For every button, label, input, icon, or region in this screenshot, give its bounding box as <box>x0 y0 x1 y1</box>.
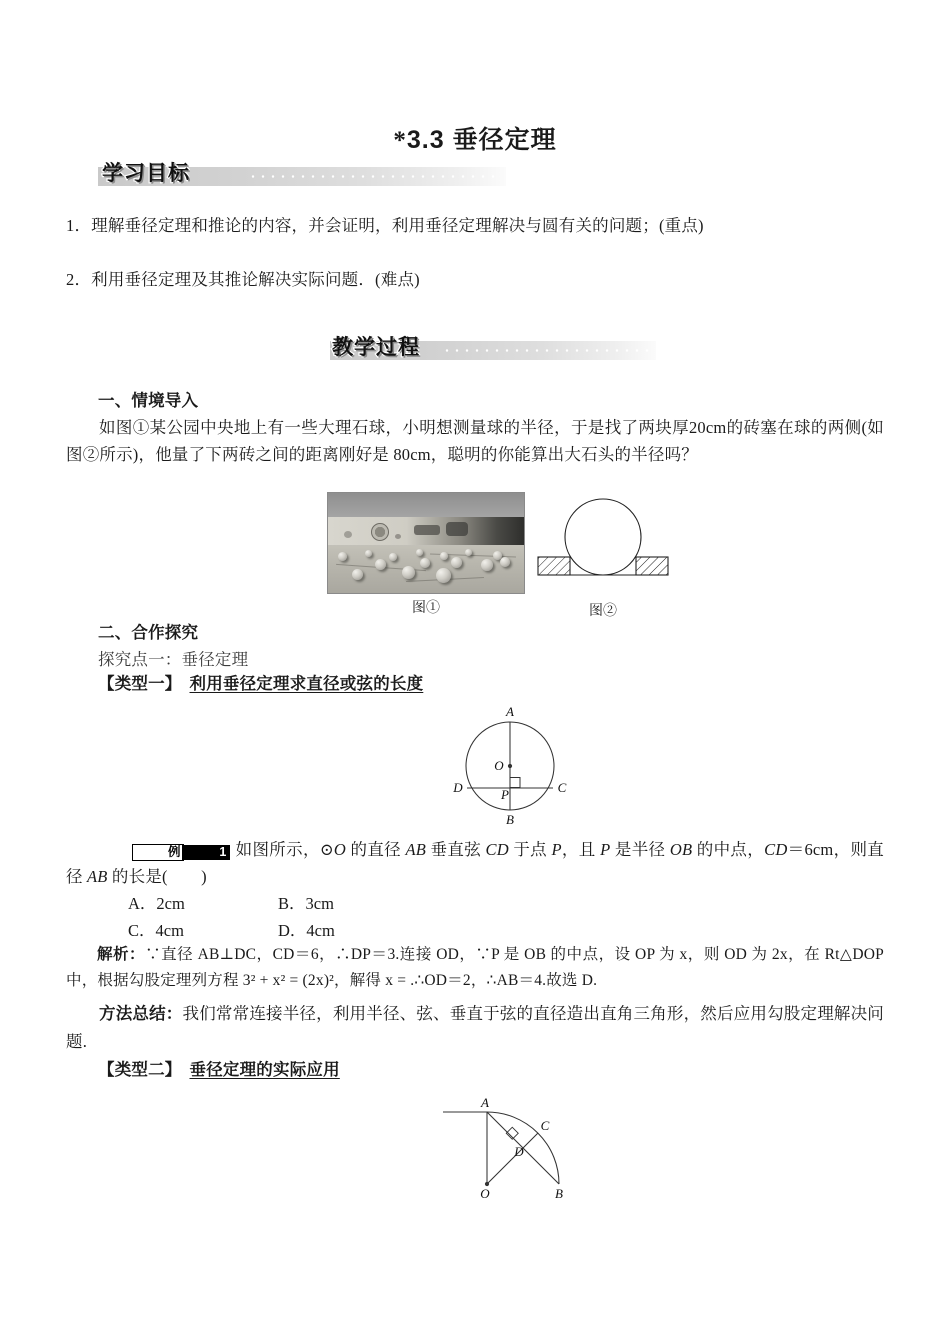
example-badge <box>99 844 230 861</box>
photo-wall-motif <box>395 534 401 539</box>
example-badge-number: 1 <box>182 845 230 860</box>
example-badge-cn: 例 <box>132 844 184 861</box>
photo-marble-ball <box>416 549 423 556</box>
type-one-tag: 【类型一】 <box>98 675 182 693</box>
option-row-1 <box>128 890 628 917</box>
diagram1-label-O: O <box>494 758 504 773</box>
option-C-value: 4cm <box>155 921 184 940</box>
photo-mural-wall <box>328 517 524 547</box>
photo-wall-motif <box>344 531 352 538</box>
type-one-title: 利用垂径定理求直径或弦的长度 <box>189 675 424 693</box>
banner-teaching-process <box>330 334 656 360</box>
stem-symbol-OB: OB <box>669 840 693 859</box>
circle-on-bricks-diagram <box>528 492 678 592</box>
stem-symbol-AB2: AB <box>87 867 108 886</box>
figure-2-caption: 图② <box>589 604 617 619</box>
banner-dots <box>442 349 650 352</box>
diagram1-label-C: C <box>557 780 567 795</box>
photo-marble-ball <box>338 552 347 561</box>
stem-part-7: 的中点， <box>692 840 765 859</box>
marble-balls-photo <box>327 492 525 594</box>
option-D-key: D． <box>278 921 307 940</box>
geometry-diagram-2 <box>425 1090 605 1205</box>
diagram1-label-B: B <box>506 812 514 827</box>
stem-symbol-O: O <box>333 840 346 859</box>
figure-1 <box>327 492 525 617</box>
photo-marble-ball <box>465 549 472 556</box>
type-two-title: 垂径定理的实际应用 <box>189 1061 340 1079</box>
photo-marble-ball <box>440 552 448 560</box>
option-B-key: B． <box>278 894 306 913</box>
stem-symbol-P: P <box>551 840 562 859</box>
objective-item-2: 2．利用垂径定理及其推论解决实际问题．(难点) <box>66 270 420 289</box>
option-C-key: C． <box>128 921 156 940</box>
option-A-key: A． <box>128 894 157 913</box>
photo-marble-ball <box>352 569 363 580</box>
photo-wall-motif <box>446 522 468 536</box>
type-two-tag: 【类型二】 <box>98 1061 182 1079</box>
type-two-heading <box>98 1056 798 1084</box>
stem-part-6: 是半径 <box>610 840 670 859</box>
geometry-diagram-1 <box>430 702 590 832</box>
analysis-label: 解析： <box>97 946 146 963</box>
stem-part-1: 如图所示，⊙ <box>235 840 334 859</box>
diagram2-label-D: D <box>514 1144 524 1159</box>
stem-symbol-P2: P <box>600 840 611 859</box>
figure-2 <box>528 492 678 620</box>
objective-item-1: 1．理解垂径定理和推论的内容，并会证明，利用垂径定理解决与圆有关的问题；(重点) <box>66 216 704 235</box>
photo-marble-ball <box>500 557 510 567</box>
diagram2-label-B: B <box>555 1186 563 1200</box>
photo-ground <box>328 545 524 593</box>
photo-marble-ball <box>402 566 415 579</box>
photo-wall-motif <box>414 525 440 535</box>
photo-marble-ball <box>420 558 430 568</box>
banner-label-process: 教学过程 <box>332 335 420 359</box>
banner-label-objectives: 学习目标 <box>102 161 190 185</box>
banner-dots <box>248 175 498 178</box>
option-D-value: 4cm <box>306 921 335 940</box>
summary-text: 我们常常连接半径，利用半径、弦、垂直于弦的直径造出直角三角形，然后应用勾股定理解决问题. <box>66 1004 884 1051</box>
stem-part-5: ，且 <box>561 840 601 859</box>
stem-symbol-CD2: CD <box>764 840 788 859</box>
photo-marble-ball <box>365 550 372 557</box>
circle-chord-diagram <box>430 702 590 827</box>
stem-part-2: 的直径 <box>346 840 406 859</box>
option-A-value: 2cm <box>156 894 185 913</box>
fig2-brick-right <box>636 557 668 575</box>
diagram2-segment-OC <box>487 1133 538 1184</box>
example-1-options <box>128 890 628 944</box>
inquiry-point-one: 探究点一：垂径定理 <box>98 650 249 669</box>
photo-marble-ball <box>481 559 493 571</box>
title-star: * <box>393 127 407 154</box>
stem-part-4: 于点 <box>508 840 552 859</box>
diagram1-label-D: D <box>453 780 463 795</box>
diagram1-center-point-O <box>508 764 512 768</box>
fig2-brick-left <box>538 557 570 575</box>
page-title <box>0 120 950 156</box>
photo-marble-ball <box>451 557 462 568</box>
photo-marble-ball <box>436 568 451 583</box>
stem-symbol-AB: AB <box>405 840 427 859</box>
heading-situation-intro: 一、情境导入 <box>98 392 199 410</box>
stem-part-8: ＝6cm，则直径 <box>66 840 884 886</box>
example-1-analysis <box>66 942 884 994</box>
type-one-heading <box>98 670 798 698</box>
photo-sky <box>328 493 524 519</box>
title-text: 3.3 垂径定理 <box>406 126 557 154</box>
option-B-value: 3cm <box>305 894 334 913</box>
example-1-summary <box>66 1000 884 1055</box>
banner-learning-objectives <box>98 160 506 186</box>
diagram1-label-A: A <box>506 704 514 719</box>
summary-label: 方法总结： <box>99 1005 183 1023</box>
stem-part-3: 垂直弦 <box>426 840 486 859</box>
option-C[interactable] <box>128 917 278 944</box>
photo-wall-medallion <box>371 523 389 541</box>
analysis-text: ∵直径 AB⊥DC，CD＝6，∴DP＝3.连接 OD，∵P 是 OB 的中点，设 OP 为 x，则 OD 为 2x，在 Rt△DOP 中，根据勾股定理列方程 3² + x² = (2x)²，解得 x = .∴OD＝2，∴AB＝4.故选 D. <box>66 946 884 989</box>
photo-marble-ball <box>389 553 397 561</box>
example-1-stem <box>66 836 884 890</box>
option-A[interactable] <box>128 890 278 917</box>
diagram2-label-C: C <box>540 1118 550 1133</box>
stem-part-9: 的长是( ) <box>107 867 207 886</box>
heading-cooperative-inquiry: 二、合作探究 <box>98 624 199 642</box>
option-B[interactable] <box>278 890 428 917</box>
fig2-circle <box>565 499 641 575</box>
photo-marble-ball <box>375 559 386 570</box>
option-row-2 <box>128 917 628 944</box>
diagram2-label-A: A <box>481 1095 489 1110</box>
figure-1-caption: 图① <box>412 601 440 616</box>
diagram1-label-P: P <box>501 787 509 802</box>
stem-symbol-CD: CD <box>485 840 509 859</box>
diagram2-label-O: O <box>480 1186 490 1200</box>
quarter-arc-diagram <box>425 1090 605 1200</box>
option-D[interactable] <box>278 917 428 944</box>
situation-intro-body: 如图①某公园中央地上有一些大理石球，小明想测量球的半径，于是找了两块厚20cm的砖塞在球的两侧(如图②所示)，他量了下两砖之间的距离刚好是 80cm，聪明的你能算出大石头的半径吗？ <box>66 418 884 464</box>
